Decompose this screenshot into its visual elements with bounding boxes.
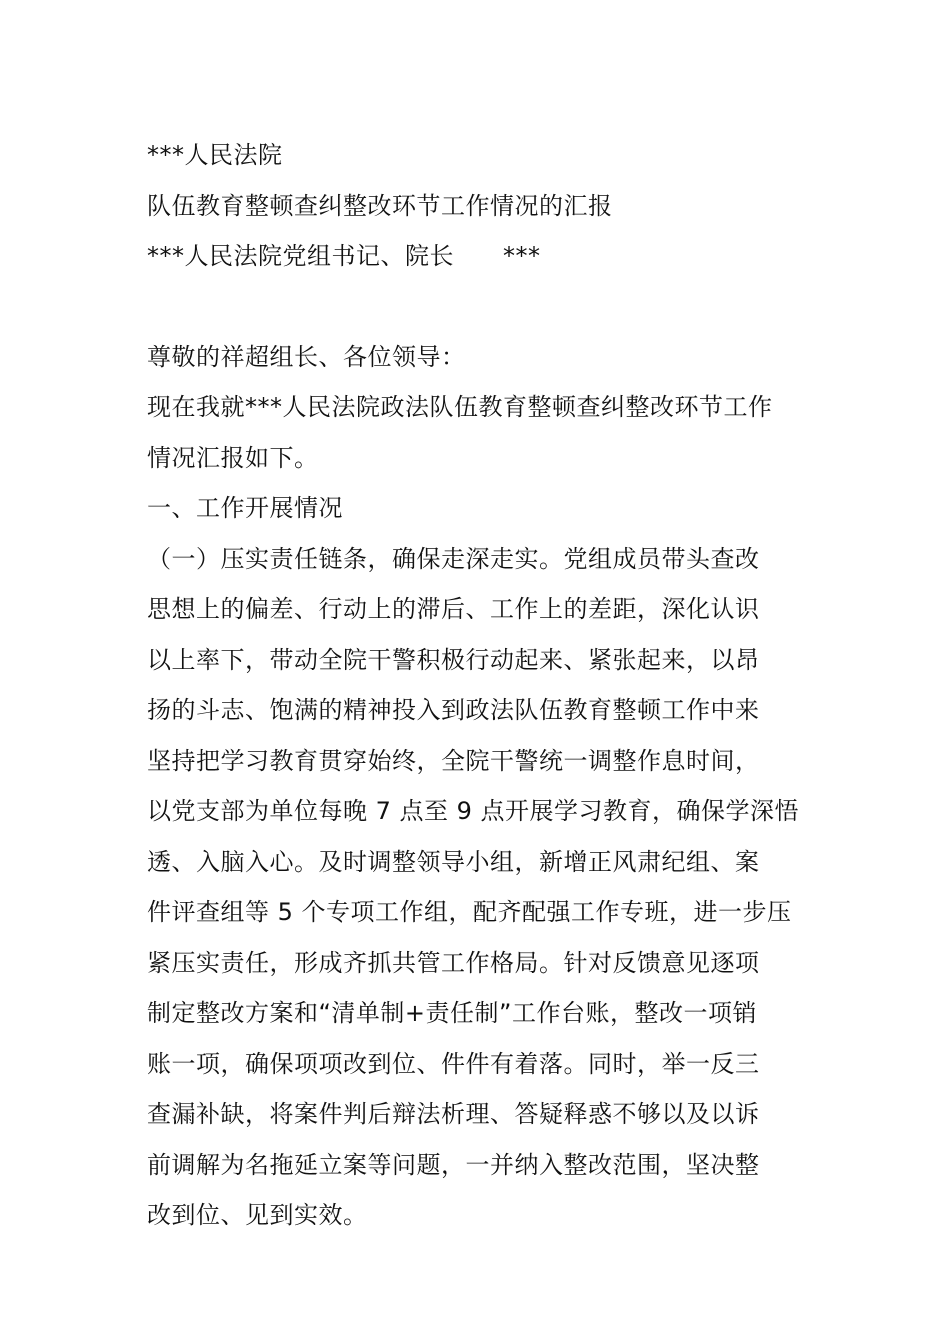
intro-line: 情况汇报如下。 — [147, 443, 319, 472]
intro-paragraph — [147, 382, 812, 483]
paragraph-line: 以上率下，带动全院干警积极行动起来、紧张起来，以昂 — [147, 645, 760, 674]
document-content — [147, 130, 812, 1241]
section-heading: 一、工作开展情况 — [147, 494, 343, 522]
intro-line: 现在我就***人民法院政法队伍教育整顿查纠整改环节工作 — [147, 393, 773, 421]
paragraph-line: 查漏补缺，将案件判后辩法析理、答疑释惑不够以及以诉 — [147, 1100, 760, 1128]
paragraph-line: （一）压实责任链条，确保走深走实。党组成员带头查改 — [147, 544, 760, 573]
paragraph-line: 透、入脑入心。及时调整领导小组，新增正风肃纪组、案 — [147, 847, 760, 876]
paragraph-line: 改到位、见到实效。 — [147, 1201, 368, 1229]
paragraph-line: 坚持把学习教育贯穿始终，全院干警统一调整作息时间， — [147, 746, 760, 775]
paragraph-line: 思想上的偏差、行动上的滞后、工作上的差距，深化认识 — [147, 595, 760, 623]
report-author: ***人民法院党组书记、院长 *** — [147, 242, 541, 270]
paragraph-line: 前调解为名拖延立案等问题，一并纳入整改范围，坚决整 — [147, 1150, 760, 1179]
paragraph-line: 扬的斗志、饱满的精神投入到政法队伍教育整顿工作中来 — [147, 696, 760, 724]
paragraph-line: 制定整改方案和“清单制+责任制”工作台账，整改一项销 — [147, 999, 757, 1027]
salutation: 尊敬的祥超组长、各位领导： — [147, 342, 466, 371]
court-name-heading: ***人民法院 — [147, 141, 283, 169]
paragraph-line: 件评查组等 5 个专项工作组，配齐配强工作专班，进一步压 — [147, 898, 792, 926]
blank-line — [147, 282, 812, 332]
report-title: 队伍教育整顿查纠整改环节工作情况的汇报 — [147, 191, 613, 220]
paragraph-line: 账一项，确保项项改到位、件件有着落。同时，举一反三 — [147, 1049, 760, 1078]
paragraph-line: 紧压实责任，形成齐抓共管工作格局。针对反馈意见逐项 — [147, 948, 760, 977]
paragraph-line: 以党支部为单位每晚 7 点至 9 点开展学习教育，确保学深悟 — [147, 797, 800, 825]
paragraph-one — [147, 534, 812, 1241]
